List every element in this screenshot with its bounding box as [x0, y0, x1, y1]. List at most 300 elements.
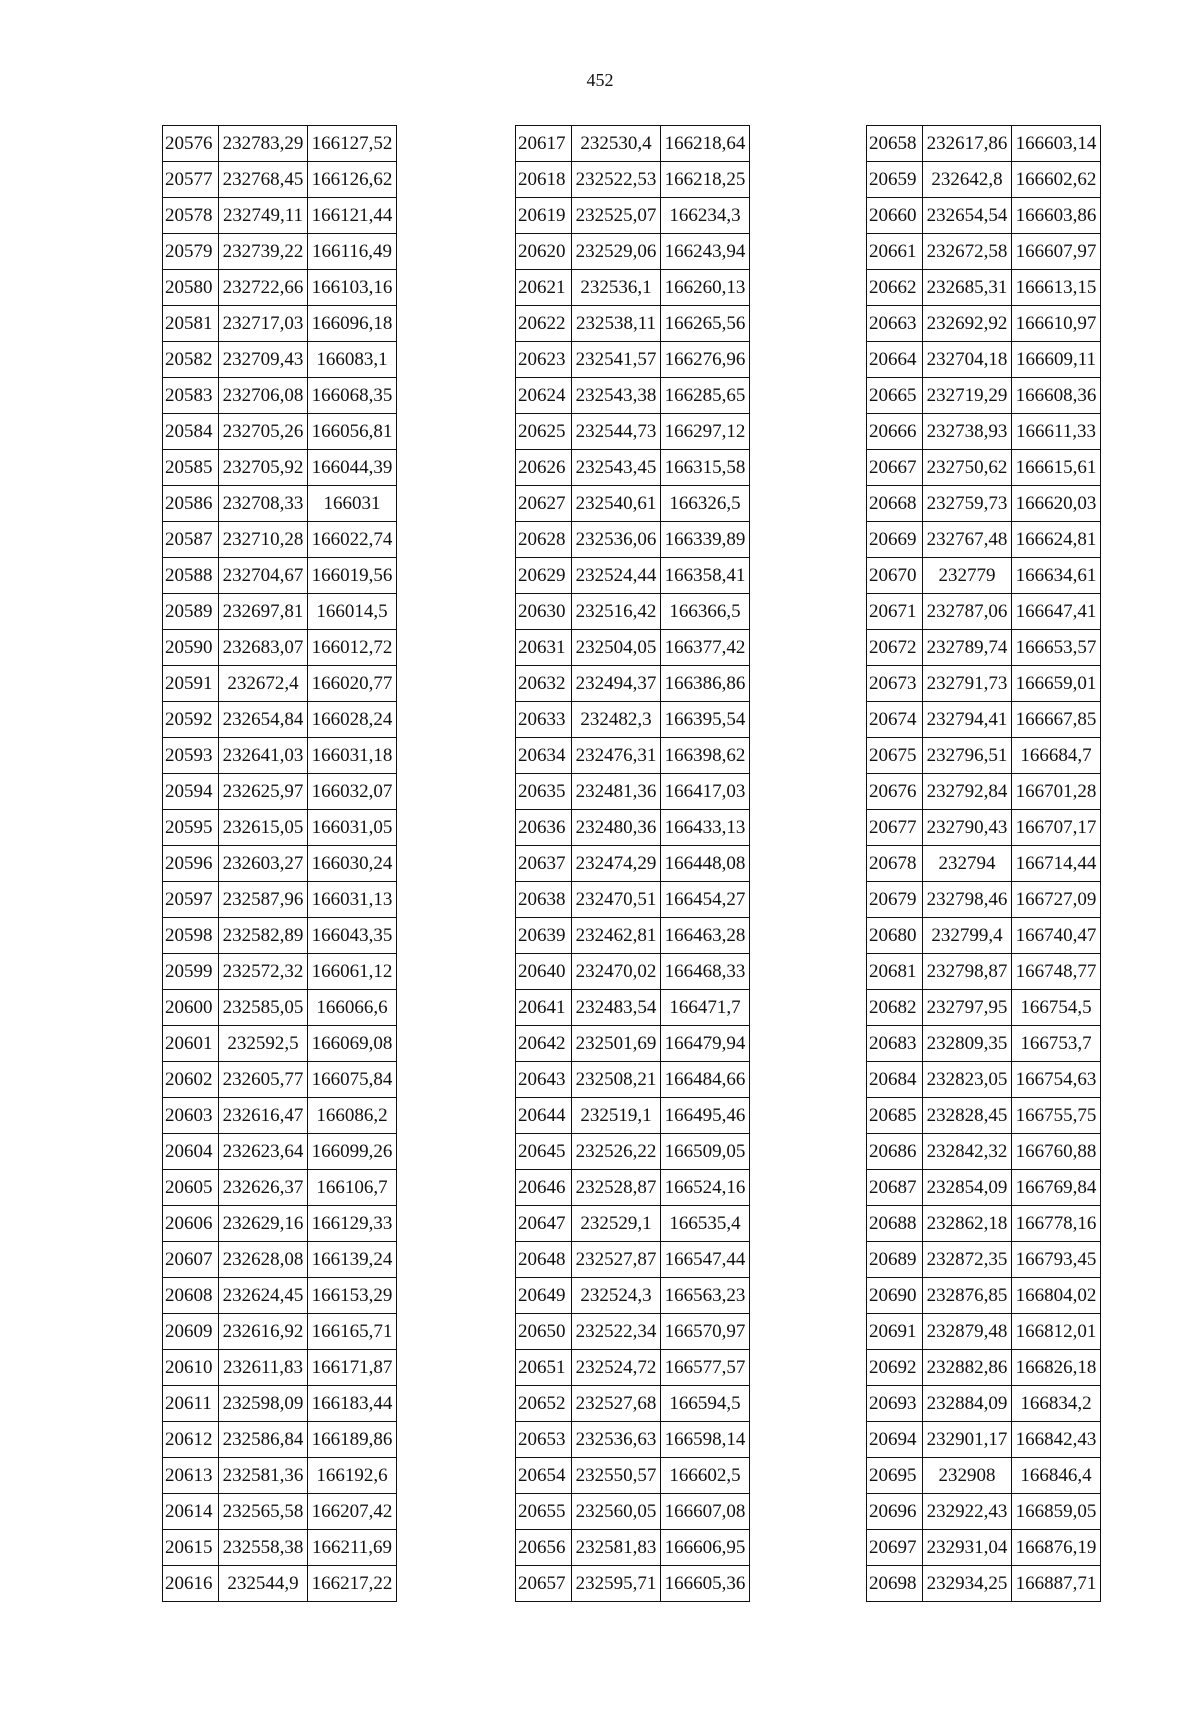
y-coordinate-cell: 166395,54: [661, 702, 750, 738]
x-coordinate-cell: 232623,64: [219, 1134, 308, 1170]
table-row: [867, 1386, 1101, 1422]
y-coordinate-cell: 166265,56: [661, 306, 750, 342]
coordinate-table-middle: [515, 125, 750, 1602]
y-coordinate-cell: 166606,95: [661, 1530, 750, 1566]
point-id-cell: 20591: [163, 666, 219, 702]
coordinate-table-right: [866, 125, 1101, 1602]
table-row: [516, 990, 750, 1026]
point-id-cell: 20673: [867, 666, 923, 702]
table-row: [163, 486, 397, 522]
x-coordinate-cell: 232884,09: [923, 1386, 1012, 1422]
y-coordinate-cell: 166748,77: [1012, 954, 1101, 990]
y-coordinate-cell: 166326,5: [661, 486, 750, 522]
table-row: [516, 1458, 750, 1494]
point-id-cell: 20642: [516, 1026, 572, 1062]
point-id-cell: 20596: [163, 846, 219, 882]
point-id-cell: 20646: [516, 1170, 572, 1206]
point-id-cell: 20632: [516, 666, 572, 702]
table-row: [867, 1458, 1101, 1494]
y-coordinate-cell: 166659,01: [1012, 666, 1101, 702]
table-row: [867, 378, 1101, 414]
table-row: [163, 1386, 397, 1422]
table-row: [163, 450, 397, 486]
point-id-cell: 20661: [867, 234, 923, 270]
x-coordinate-cell: 232879,48: [923, 1314, 1012, 1350]
point-id-cell: 20617: [516, 126, 572, 162]
table-row: [867, 522, 1101, 558]
table-row: [516, 738, 750, 774]
x-coordinate-cell: 232692,92: [923, 306, 1012, 342]
point-id-cell: 20601: [163, 1026, 219, 1062]
y-coordinate-cell: 166804,02: [1012, 1278, 1101, 1314]
point-id-cell: 20658: [867, 126, 923, 162]
x-coordinate-cell: 232524,3: [572, 1278, 661, 1314]
table-row: [163, 1314, 397, 1350]
point-id-cell: 20689: [867, 1242, 923, 1278]
y-coordinate-cell: 166842,43: [1012, 1422, 1101, 1458]
y-coordinate-cell: 166165,71: [308, 1314, 397, 1350]
table-row: [163, 1134, 397, 1170]
table-row: [867, 1134, 1101, 1170]
point-id-cell: 20684: [867, 1062, 923, 1098]
y-coordinate-cell: 166887,71: [1012, 1566, 1101, 1602]
table-row: [516, 1134, 750, 1170]
x-coordinate-cell: 232709,43: [219, 342, 308, 378]
table-row: [163, 846, 397, 882]
table-row: [516, 1026, 750, 1062]
y-coordinate-cell: 166028,24: [308, 702, 397, 738]
table-row: [867, 666, 1101, 702]
table-row: [867, 414, 1101, 450]
y-coordinate-cell: 166524,16: [661, 1170, 750, 1206]
y-coordinate-cell: 166297,12: [661, 414, 750, 450]
table-row: [516, 630, 750, 666]
x-coordinate-cell: 232508,21: [572, 1062, 661, 1098]
y-coordinate-cell: 166603,14: [1012, 126, 1101, 162]
point-id-cell: 20649: [516, 1278, 572, 1314]
point-id-cell: 20595: [163, 810, 219, 846]
table-row: [516, 846, 750, 882]
table-row: [867, 1314, 1101, 1350]
point-id-cell: 20650: [516, 1314, 572, 1350]
table-row: [867, 1170, 1101, 1206]
y-coordinate-cell: 166846,4: [1012, 1458, 1101, 1494]
x-coordinate-cell: 232598,09: [219, 1386, 308, 1422]
y-coordinate-cell: 166610,97: [1012, 306, 1101, 342]
point-id-cell: 20629: [516, 558, 572, 594]
x-coordinate-cell: 232705,26: [219, 414, 308, 450]
x-coordinate-cell: 232544,73: [572, 414, 661, 450]
x-coordinate-cell: 232470,02: [572, 954, 661, 990]
table-row: [516, 1386, 750, 1422]
x-coordinate-cell: 232799,4: [923, 918, 1012, 954]
point-id-cell: 20602: [163, 1062, 219, 1098]
y-coordinate-cell: 166192,6: [308, 1458, 397, 1494]
x-coordinate-cell: 232474,29: [572, 846, 661, 882]
x-coordinate-cell: 232705,92: [219, 450, 308, 486]
point-id-cell: 20582: [163, 342, 219, 378]
y-coordinate-cell: 166086,2: [308, 1098, 397, 1134]
y-coordinate-cell: 166103,16: [308, 270, 397, 306]
point-id-cell: 20621: [516, 270, 572, 306]
point-id-cell: 20657: [516, 1566, 572, 1602]
point-id-cell: 20671: [867, 594, 923, 630]
y-coordinate-cell: 166812,01: [1012, 1314, 1101, 1350]
table-row: [867, 882, 1101, 918]
x-coordinate-cell: 232616,47: [219, 1098, 308, 1134]
point-id-cell: 20637: [516, 846, 572, 882]
y-coordinate-cell: 166031,05: [308, 810, 397, 846]
x-coordinate-cell: 232528,87: [572, 1170, 661, 1206]
point-id-cell: 20604: [163, 1134, 219, 1170]
table-row: [516, 1350, 750, 1386]
x-coordinate-cell: 232565,58: [219, 1494, 308, 1530]
point-id-cell: 20613: [163, 1458, 219, 1494]
point-id-cell: 20620: [516, 234, 572, 270]
point-id-cell: 20608: [163, 1278, 219, 1314]
table-row: [867, 1026, 1101, 1062]
x-coordinate-cell: 232572,32: [219, 954, 308, 990]
y-coordinate-cell: 166547,44: [661, 1242, 750, 1278]
y-coordinate-cell: 166012,72: [308, 630, 397, 666]
point-id-cell: 20614: [163, 1494, 219, 1530]
point-id-cell: 20645: [516, 1134, 572, 1170]
x-coordinate-cell: 232504,05: [572, 630, 661, 666]
table-row: [516, 1566, 750, 1602]
y-coordinate-cell: 166315,58: [661, 450, 750, 486]
x-coordinate-cell: 232581,83: [572, 1530, 661, 1566]
y-coordinate-cell: 166468,33: [661, 954, 750, 990]
point-id-cell: 20624: [516, 378, 572, 414]
point-id-cell: 20599: [163, 954, 219, 990]
y-coordinate-cell: 166495,46: [661, 1098, 750, 1134]
y-coordinate-cell: 166069,08: [308, 1026, 397, 1062]
x-coordinate-cell: 232789,74: [923, 630, 1012, 666]
y-coordinate-cell: 166463,28: [661, 918, 750, 954]
x-coordinate-cell: 232516,42: [572, 594, 661, 630]
y-coordinate-cell: 166096,18: [308, 306, 397, 342]
y-coordinate-cell: 166032,07: [308, 774, 397, 810]
table-row: [516, 486, 750, 522]
table-row: [867, 126, 1101, 162]
x-coordinate-cell: 232794,41: [923, 702, 1012, 738]
point-id-cell: 20584: [163, 414, 219, 450]
point-id-cell: 20668: [867, 486, 923, 522]
table-row: [867, 990, 1101, 1026]
y-coordinate-cell: 166243,94: [661, 234, 750, 270]
point-id-cell: 20615: [163, 1530, 219, 1566]
x-coordinate-cell: 232560,05: [572, 1494, 661, 1530]
point-id-cell: 20634: [516, 738, 572, 774]
x-coordinate-cell: 232536,1: [572, 270, 661, 306]
x-coordinate-cell: 232842,32: [923, 1134, 1012, 1170]
table-row: [516, 126, 750, 162]
y-coordinate-cell: 166609,11: [1012, 342, 1101, 378]
point-id-cell: 20636: [516, 810, 572, 846]
y-coordinate-cell: 166116,49: [308, 234, 397, 270]
x-coordinate-cell: 232527,68: [572, 1386, 661, 1422]
table-row: [516, 1278, 750, 1314]
table-row: [516, 306, 750, 342]
table-row: [867, 1566, 1101, 1602]
x-coordinate-cell: 232585,05: [219, 990, 308, 1026]
x-coordinate-cell: 232708,33: [219, 486, 308, 522]
point-id-cell: 20683: [867, 1026, 923, 1062]
point-id-cell: 20665: [867, 378, 923, 414]
x-coordinate-cell: 232524,72: [572, 1350, 661, 1386]
x-coordinate-cell: 232626,37: [219, 1170, 308, 1206]
point-id-cell: 20576: [163, 126, 219, 162]
table-row: [867, 270, 1101, 306]
point-id-cell: 20590: [163, 630, 219, 666]
y-coordinate-cell: 166207,42: [308, 1494, 397, 1530]
point-id-cell: 20656: [516, 1530, 572, 1566]
table-row: [867, 630, 1101, 666]
x-coordinate-cell: 232685,31: [923, 270, 1012, 306]
table-row: [163, 1566, 397, 1602]
table-row: [163, 918, 397, 954]
table-row: [867, 234, 1101, 270]
y-coordinate-cell: 166607,97: [1012, 234, 1101, 270]
point-id-cell: 20589: [163, 594, 219, 630]
point-id-cell: 20586: [163, 486, 219, 522]
y-coordinate-cell: 166218,25: [661, 162, 750, 198]
point-id-cell: 20675: [867, 738, 923, 774]
point-id-cell: 20664: [867, 342, 923, 378]
point-id-cell: 20688: [867, 1206, 923, 1242]
y-coordinate-cell: 166031: [308, 486, 397, 522]
point-id-cell: 20627: [516, 486, 572, 522]
x-coordinate-cell: 232611,83: [219, 1350, 308, 1386]
point-id-cell: 20652: [516, 1386, 572, 1422]
x-coordinate-cell: 232787,06: [923, 594, 1012, 630]
x-coordinate-cell: 232494,37: [572, 666, 661, 702]
y-coordinate-cell: 166417,03: [661, 774, 750, 810]
x-coordinate-cell: 232522,53: [572, 162, 661, 198]
y-coordinate-cell: 166153,29: [308, 1278, 397, 1314]
x-coordinate-cell: 232749,11: [219, 198, 308, 234]
y-coordinate-cell: 166075,84: [308, 1062, 397, 1098]
table-row: [163, 198, 397, 234]
point-id-cell: 20633: [516, 702, 572, 738]
x-coordinate-cell: 232603,27: [219, 846, 308, 882]
point-id-cell: 20625: [516, 414, 572, 450]
x-coordinate-cell: 232524,44: [572, 558, 661, 594]
y-coordinate-cell: 166602,5: [661, 1458, 750, 1494]
table-row: [867, 1098, 1101, 1134]
x-coordinate-cell: 232595,71: [572, 1566, 661, 1602]
table-row: [163, 774, 397, 810]
table-row: [163, 594, 397, 630]
x-coordinate-cell: 232586,84: [219, 1422, 308, 1458]
table-row: [516, 558, 750, 594]
table-row: [867, 738, 1101, 774]
point-id-cell: 20682: [867, 990, 923, 1026]
y-coordinate-cell: 166031,18: [308, 738, 397, 774]
x-coordinate-cell: 232876,85: [923, 1278, 1012, 1314]
x-coordinate-cell: 232791,73: [923, 666, 1012, 702]
table-row: [867, 954, 1101, 990]
x-coordinate-cell: 232536,63: [572, 1422, 661, 1458]
point-id-cell: 20678: [867, 846, 923, 882]
point-id-cell: 20618: [516, 162, 572, 198]
y-coordinate-cell: 166509,05: [661, 1134, 750, 1170]
point-id-cell: 20659: [867, 162, 923, 198]
y-coordinate-cell: 166061,12: [308, 954, 397, 990]
x-coordinate-cell: 232536,06: [572, 522, 661, 558]
x-coordinate-cell: 232617,86: [923, 126, 1012, 162]
y-coordinate-cell: 166099,26: [308, 1134, 397, 1170]
y-coordinate-cell: 166260,13: [661, 270, 750, 306]
table-row: [516, 918, 750, 954]
table-row: [163, 1242, 397, 1278]
x-coordinate-cell: 232483,54: [572, 990, 661, 1026]
y-coordinate-cell: 166769,84: [1012, 1170, 1101, 1206]
x-coordinate-cell: 232809,35: [923, 1026, 1012, 1062]
point-id-cell: 20610: [163, 1350, 219, 1386]
table-row: [867, 342, 1101, 378]
x-coordinate-cell: 232934,25: [923, 1566, 1012, 1602]
point-id-cell: 20654: [516, 1458, 572, 1494]
y-coordinate-cell: 166598,14: [661, 1422, 750, 1458]
point-id-cell: 20593: [163, 738, 219, 774]
y-coordinate-cell: 166377,42: [661, 630, 750, 666]
point-id-cell: 20674: [867, 702, 923, 738]
table-row: [163, 522, 397, 558]
point-id-cell: 20603: [163, 1098, 219, 1134]
table-row: [163, 234, 397, 270]
x-coordinate-cell: 232654,84: [219, 702, 308, 738]
x-coordinate-cell: 232543,38: [572, 378, 661, 414]
table-row: [163, 1350, 397, 1386]
y-coordinate-cell: 166366,5: [661, 594, 750, 630]
table-row: [163, 1170, 397, 1206]
y-coordinate-cell: 166217,22: [308, 1566, 397, 1602]
y-coordinate-cell: 166707,17: [1012, 810, 1101, 846]
y-coordinate-cell: 166043,35: [308, 918, 397, 954]
x-coordinate-cell: 232538,11: [572, 306, 661, 342]
point-id-cell: 20679: [867, 882, 923, 918]
x-coordinate-cell: 232882,86: [923, 1350, 1012, 1386]
point-id-cell: 20639: [516, 918, 572, 954]
x-coordinate-cell: 232706,08: [219, 378, 308, 414]
table-row: [516, 1530, 750, 1566]
y-coordinate-cell: 166019,56: [308, 558, 397, 594]
y-coordinate-cell: 166139,24: [308, 1242, 397, 1278]
x-coordinate-cell: 232629,16: [219, 1206, 308, 1242]
y-coordinate-cell: 166044,39: [308, 450, 397, 486]
table-row: [163, 990, 397, 1026]
table-row: [163, 558, 397, 594]
x-coordinate-cell: 232501,69: [572, 1026, 661, 1062]
point-id-cell: 20691: [867, 1314, 923, 1350]
table-row: [516, 1098, 750, 1134]
x-coordinate-cell: 232605,77: [219, 1062, 308, 1098]
y-coordinate-cell: 166126,62: [308, 162, 397, 198]
x-coordinate-cell: 232672,4: [219, 666, 308, 702]
x-coordinate-cell: 232482,3: [572, 702, 661, 738]
point-id-cell: 20653: [516, 1422, 572, 1458]
y-coordinate-cell: 166684,7: [1012, 738, 1101, 774]
x-coordinate-cell: 232481,36: [572, 774, 661, 810]
x-coordinate-cell: 232719,29: [923, 378, 1012, 414]
table-row: [867, 1494, 1101, 1530]
table-row: [867, 774, 1101, 810]
point-id-cell: 20631: [516, 630, 572, 666]
table-row: [867, 810, 1101, 846]
y-coordinate-cell: 166339,89: [661, 522, 750, 558]
point-id-cell: 20695: [867, 1458, 923, 1494]
table-row: [867, 1350, 1101, 1386]
table-row: [163, 1062, 397, 1098]
y-coordinate-cell: 166611,33: [1012, 414, 1101, 450]
x-coordinate-cell: 232462,81: [572, 918, 661, 954]
point-id-cell: 20698: [867, 1566, 923, 1602]
point-id-cell: 20598: [163, 918, 219, 954]
point-id-cell: 20581: [163, 306, 219, 342]
x-coordinate-cell: 232739,22: [219, 234, 308, 270]
x-coordinate-cell: 232704,67: [219, 558, 308, 594]
table-row: [867, 1278, 1101, 1314]
x-coordinate-cell: 232908: [923, 1458, 1012, 1494]
point-id-cell: 20612: [163, 1422, 219, 1458]
point-id-cell: 20580: [163, 270, 219, 306]
point-id-cell: 20607: [163, 1242, 219, 1278]
point-id-cell: 20669: [867, 522, 923, 558]
point-id-cell: 20667: [867, 450, 923, 486]
point-id-cell: 20616: [163, 1566, 219, 1602]
table-row: [516, 342, 750, 378]
point-id-cell: 20696: [867, 1494, 923, 1530]
point-id-cell: 20690: [867, 1278, 923, 1314]
point-id-cell: 20609: [163, 1314, 219, 1350]
point-id-cell: 20588: [163, 558, 219, 594]
x-coordinate-cell: 232792,84: [923, 774, 1012, 810]
point-id-cell: 20660: [867, 198, 923, 234]
point-id-cell: 20670: [867, 558, 923, 594]
table-row: [163, 378, 397, 414]
y-coordinate-cell: 166106,7: [308, 1170, 397, 1206]
table-row: [163, 630, 397, 666]
point-id-cell: 20623: [516, 342, 572, 378]
y-coordinate-cell: 166014,5: [308, 594, 397, 630]
y-coordinate-cell: 166129,33: [308, 1206, 397, 1242]
point-id-cell: 20585: [163, 450, 219, 486]
table-row: [867, 702, 1101, 738]
x-coordinate-cell: 232828,45: [923, 1098, 1012, 1134]
table-row: [516, 1062, 750, 1098]
table-row: [516, 1494, 750, 1530]
x-coordinate-cell: 232530,4: [572, 126, 661, 162]
y-coordinate-cell: 166448,08: [661, 846, 750, 882]
table-row: [867, 846, 1101, 882]
point-id-cell: 20693: [867, 1386, 923, 1422]
x-coordinate-cell: 232476,31: [572, 738, 661, 774]
point-id-cell: 20628: [516, 522, 572, 558]
y-coordinate-cell: 166754,5: [1012, 990, 1101, 1026]
point-id-cell: 20594: [163, 774, 219, 810]
table-row: [516, 954, 750, 990]
table-row: [163, 1458, 397, 1494]
y-coordinate-cell: 166066,6: [308, 990, 397, 1026]
y-coordinate-cell: 166398,62: [661, 738, 750, 774]
y-coordinate-cell: 166594,5: [661, 1386, 750, 1422]
x-coordinate-cell: 232797,95: [923, 990, 1012, 1026]
table-row: [516, 270, 750, 306]
table-row: [516, 594, 750, 630]
point-id-cell: 20686: [867, 1134, 923, 1170]
table-row: [867, 450, 1101, 486]
